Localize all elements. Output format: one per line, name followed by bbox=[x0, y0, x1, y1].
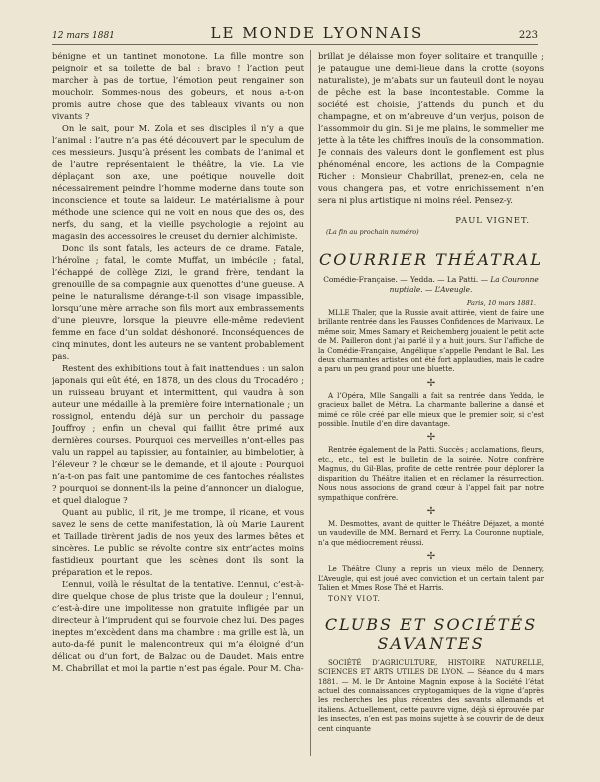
left-column bbox=[52, 50, 304, 760]
paragraph-continuation: brillat je délaisse mon foyer solitaire et tranquille ; je pataugue une demi-lieue dans la crotte (soyons naturaliste), je m’abats sur un fauteuil dont le noyau de pêche est la base incontestable. Comme la société est choisie, j’attends du punch et du champagne, et on m’abreuve d’un verjus, poison de l’assommoir du gin. Si je me plains, le sommelier me jette à la tête les chiffres inouïs de la consommation. Je connais des valeurs dont le gonflement est plus phénoménal encore, les actions de la Compagnie Richer : Monsieur Chabrillat, prenez-en, cela ne vous changera pas, et votre enrichissement n’en sera ni plus artistique ni moins réel. Pensez-y. bbox=[318, 51, 544, 205]
courrier-item: Rentrée également de la Patti. Succès ; acclamations, fleurs, etc., etc., tel est le bulletin de la soirée. Notre confrère Magnus, du Gil-Blas, profite de cette rentrée pour déplorer la disparition du Théâtre italien et en réclamer la résurrection. Nous nous associons de grand cœur à l’appel fait par notre sympathique confrère. bbox=[318, 446, 544, 502]
article-author: PAUL VIGNET. bbox=[455, 215, 530, 225]
masthead-title: LE MONDE LYONNAIS bbox=[210, 24, 424, 42]
courrier-author: TONY VIOT. bbox=[328, 595, 381, 604]
courrier-item: M. Desmottes, avant de quitter le Théâtre Déjazet, a monté un vaudeville de MM. Bernard et Ferry. La Couronne nuptiale, n’a que médiocrement réussi. bbox=[318, 519, 544, 547]
courrier-item: A l’Opéra, Mlle Sangalli a fait sa rentrée dans Yedda, le gracieux ballet de Métra. La charmante ballerine a dansé et mimé ce rôle créé par elle mieux que le premier soir, si c’est possible. Inutile d’en dire davantage. bbox=[318, 391, 544, 429]
separator-ornament: ✢ bbox=[426, 551, 436, 563]
courrier-subtitle bbox=[322, 275, 540, 295]
courrier-dateline: Paris, 10 mars 1881. bbox=[466, 299, 536, 307]
issue-date: 12 mars 1881 bbox=[52, 31, 115, 41]
page-header bbox=[52, 20, 538, 45]
separator-ornament: ✢ bbox=[426, 432, 436, 444]
paragraph: Restent des exhibitions tout à fait inattendues : un salon japonais qui eût été, en 1878, un des clous du Trocadéro ; un ruisseau bruyant et intermittent, qui vaudra à son auteur une médaille à la première foire internationale ; un rossignol, entendu déjà sur un perchoir du passage Jouffroy ; enfin un cheval qui faillit être primé aux dernières courses. Pourquoi ces merveilles n’ont-elles pas valu un rappel au tapissier, au fontainier, au bimbelotier, à l’éleveur ? le chœur se le demande, et il ajoute : Pourquoi n’a-t-on pas fait une pantomime de ces fantoches réalistes ? pourquoi se donnent-ils la peine d’annoncer un dialogue, et quel dialogue ? bbox=[52, 363, 304, 505]
clubs-text: SOCIÉTÉ D’AGRICULTURE, HISTOIRE NATURELLE, SCIENCES ET ARTS UTILES DE LYON. — Séance du 4 mars 1881. — M. le Dr Antoine Magnin expose à la Société l’état actuel des connaissances cryptogamiques de la vigne d’après les recherches les plus récentes des savants allemands et italiens. Actuellement, cette pauvre vigne, déjà si éprouvée par les insectes, n’en est pas moins sujette à se couvrir de de deux cent cinquante bbox=[318, 658, 544, 733]
continued-note: (La fin au prochain numéro) bbox=[326, 228, 419, 236]
courrier-item: Le Théâtre Cluny a repris un vieux mélo de Dennery, L’Aveugle, qui est joué avec conviction et un certain talent par Talien et Mmes Rose Thé et Harris. bbox=[318, 565, 544, 592]
paragraph: On le sait, pour M. Zola et ses disciples il n’y a que l’animal : l’autre n’a pas été découvert par le speculum de ces messieurs. Jusqu’à présent les combats de l’animal et de l’autre représentaient le théâtre, la vie. La vie déplaçant son axe, une poétique nouvelle doit nécessairement peindre l’homme moderne dans toute son inconscience et toute sa laideur. Le matérialisme à pour méthode une science qui ne voit en nous que des os, des nerfs, du sang, et la vieille psychologie a rejoint au magasin des accessoires le creuset du dernier alchimiste. bbox=[52, 123, 304, 241]
separator-ornament: ✢ bbox=[426, 377, 436, 389]
paragraph: bénigne et un tantinet monotone. La fille montre son peignoir et sa toilette de bal : bravo ! l’action peut marcher à pas de tortue, l’émotion peut rengainer son mouchoir. Sommes-nous des gobeurs, et nous a-t-on promis autre chose que des tableaux vivants ou non vivants ? bbox=[52, 51, 304, 121]
section-title-clubs: CLUBS ET SOCIÉTÉS SAVANTES bbox=[324, 614, 538, 653]
column-divider bbox=[310, 50, 311, 756]
paragraph: Donc ils sont fatals, les acteurs de ce drame. Fatale, l’héroïne ; fatal, le comte Muffat, un imbécile ; fatal, l’échappé de collège Zizi, le grand frère, tendant la grenouille de sa compagnie aux quenottes d’une gueuse. A peine le naturalisme dérange-t-il son visage impassible, lorsqu’une mère arrache son fils mort aux embrassements d’une pieuvre, lorsque la pieuvre elle-même redevient femme en face d’un soldat déshonoré. Inconséquences de cinq minutes, dont les auteurs ne se vantent probablement pas. bbox=[52, 243, 304, 361]
courrier-subtitle-italic: La Couronne nuptiale. — L’Aveugle. bbox=[389, 275, 539, 294]
separator-ornament: ✢ bbox=[426, 505, 436, 517]
paragraph: Quant au public, il rit, je me trompe, il ricane, et vous savez le sens de cette manifestation, là où Marie Laurent et Taillade tirèrent jadis de nos yeux des larmes bêtes et sincères. Le public se révolte contre six entr’actes moins fastidieux pourtant que les scènes dont ils sont la préparation et le repos. bbox=[52, 507, 304, 577]
courrier-subtitle-plain: Comédie-Française. — Yedda. — La Patti. — bbox=[323, 275, 489, 284]
page-number: 223 bbox=[518, 30, 538, 41]
section-title-courrier: COURRIER THÉATRAL bbox=[319, 250, 543, 269]
right-column bbox=[318, 50, 544, 760]
courrier-item: MLLE Thaler, que la Russie avait attirée, vient de faire une brillante rentrée dans les Fausses Confidences de Marivaux. Le même soir, Mmes Samary et Reichemberg jouaient le petit acte de M. Pailleron dont j’ai parlé il y a huit jours. Sur l’affiche de la Comédie-Française, Angélique s’appelle Pendant le Bal. Les deux charmantes artistes ont été fort applaudies, mais le cadre a paru un peu grand pour une bluette. bbox=[318, 309, 544, 374]
paragraph: L’ennui, voilà le résultat de la tentative. L’ennui, c’est-à-dire quelque chose de plus triste que la douleur ; l’ennui, c’est-à-dire une impolitesse non gratuite infligée par un directeur à l’imprudent qui se fourvoie chez lui. Des pages ineptes m’excèdent dans ma chambre : ma grille est là, un auto-da-fé punit le malencontreux qui m’a éloigné d’un délicat ou d’un fort, de Balzac ou de Daudet. Mais entre M. Chabrillat et moi la partie n’est pas égale. Pour M. Cha- bbox=[52, 579, 304, 673]
